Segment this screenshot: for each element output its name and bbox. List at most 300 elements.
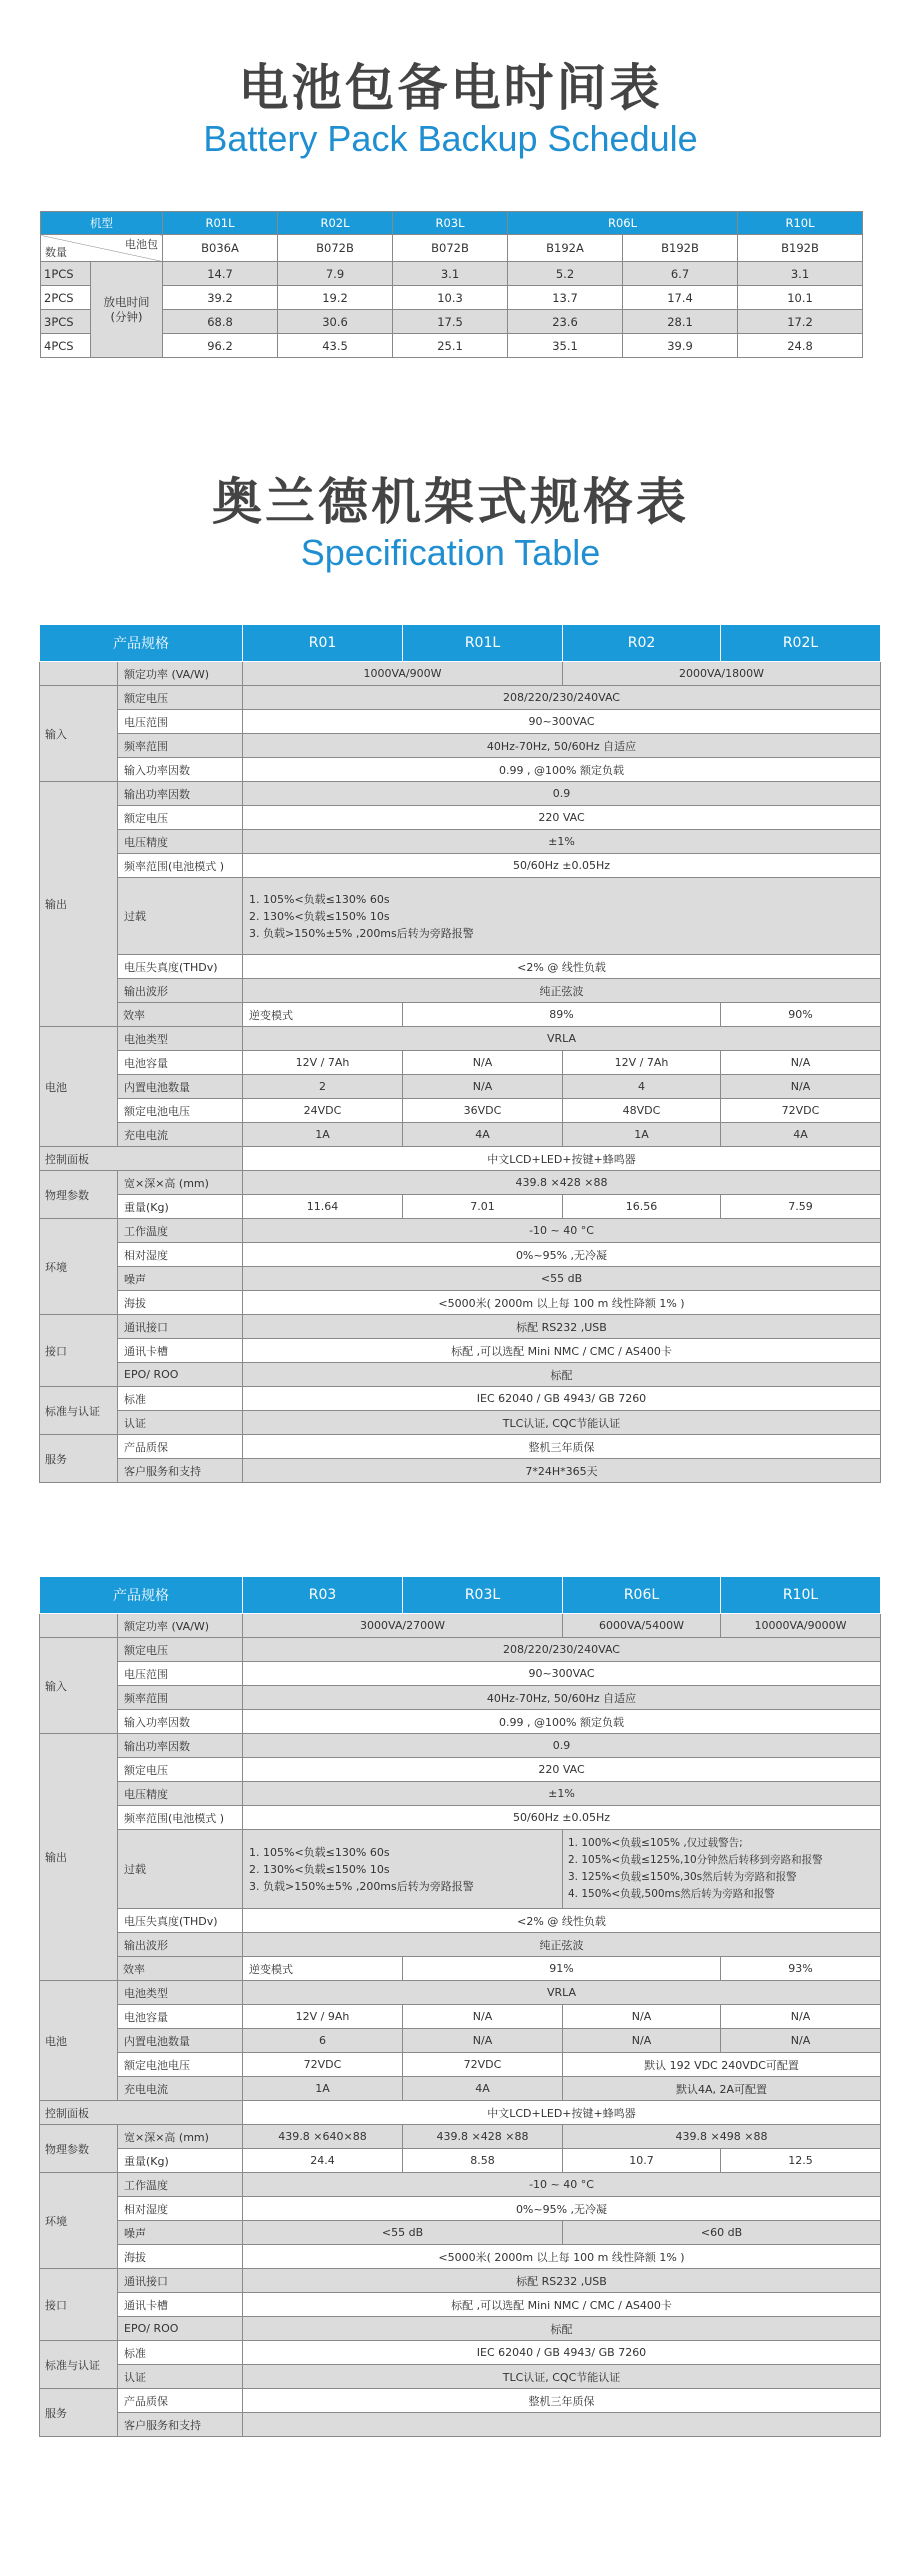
row-label: 电池容量	[118, 1051, 243, 1075]
table-cell: 7.01	[403, 1195, 563, 1219]
row-label: 海拔	[118, 2245, 243, 2269]
table-cell: 4A	[403, 1123, 563, 1147]
header-cell: R03L	[403, 1577, 563, 1614]
table-cell: 89%	[403, 1003, 721, 1027]
table-cell: 93%	[721, 1957, 881, 1981]
table-cell: 14.7	[163, 262, 278, 286]
table-row	[40, 806, 881, 830]
table-cell: 96.2	[163, 334, 278, 358]
table-row	[40, 1806, 881, 1830]
table-cell: 默认 192 VDC 240VDC可配置	[563, 2053, 881, 2077]
table-cell: 439.8 ×428 ×88	[403, 2125, 563, 2149]
table-row	[40, 1075, 881, 1099]
table-cell: 10000VA/9000W	[721, 1614, 881, 1638]
table-cell: N/A	[721, 2029, 881, 2053]
table-header-row	[40, 1577, 881, 1614]
row-label: 工作温度	[118, 1219, 243, 1243]
header-product-spec: 产品规格	[40, 1577, 243, 1614]
category-interface: 接口	[40, 2269, 118, 2341]
table-cell: 默认4A, 2A可配置	[563, 2077, 881, 2101]
table-row	[40, 1411, 881, 1435]
table-cell: IEC 62040 / GB 4943/ GB 7260	[243, 2341, 881, 2365]
table-cell: 30.6	[278, 310, 393, 334]
row-label: 标准	[118, 2341, 243, 2365]
qty-cell: 4PCS	[41, 334, 91, 358]
table-row	[41, 286, 863, 310]
row-label: 额定电池电压	[118, 2053, 243, 2077]
table-row	[40, 878, 881, 955]
table-cell: 10.7	[563, 2149, 721, 2173]
row-label: 频率范围(电池模式 )	[118, 854, 243, 878]
table-cell: 4	[563, 1075, 721, 1099]
row-label: 通讯卡槽	[118, 1339, 243, 1363]
header-cell: R10L	[721, 1577, 881, 1614]
table-row	[40, 1981, 881, 2005]
table-cell: 0.9	[243, 1734, 881, 1758]
table-row	[40, 979, 881, 1003]
table-row	[40, 1051, 881, 1075]
table-cell: 1A	[243, 1123, 403, 1147]
table-cell: 0.99 , @100% 额定负载	[243, 1710, 881, 1734]
table-cell: 90~300VAC	[243, 710, 881, 734]
qty-cell: 1PCS	[41, 262, 91, 286]
header-product-spec: 产品规格	[40, 625, 243, 662]
table-cell: <2% @ 线性负载	[243, 1909, 881, 1933]
table-cell: 12V / 7Ah	[563, 1051, 721, 1075]
table-row	[40, 2029, 881, 2053]
table-cell: N/A	[403, 2029, 563, 2053]
row-label: 电压失真度(THDv)	[118, 955, 243, 979]
category-panel: 控制面板	[40, 2101, 243, 2125]
row-label: 重量(Kg)	[118, 1195, 243, 1219]
table-cell: 439.8 ×498 ×88	[563, 2125, 881, 2149]
table-row	[40, 2413, 881, 2437]
row-label: 认证	[118, 1411, 243, 1435]
row-label: 频率范围(电池模式 )	[118, 1806, 243, 1830]
table-cell: 标配	[243, 2317, 881, 2341]
table-cell: 12V / 7Ah	[243, 1051, 403, 1075]
table-row	[40, 1363, 881, 1387]
table-row	[40, 1099, 881, 1123]
row-label: 通讯接口	[118, 2269, 243, 2293]
table-row	[40, 2149, 881, 2173]
table-cell: 72VDC	[403, 2053, 563, 2077]
table-cell: 16.56	[563, 1195, 721, 1219]
table-cell: B036A	[163, 235, 278, 262]
table-cell: 24.8	[738, 334, 863, 358]
overload-cell: 1. 100%<负载≤105% ,仅过载警告; 2. 105%<负载≤125%,10分钟然后转移到旁路和报警 3. 125%<负载≤150%,30s然后转为旁路和报警 4. 150%<负载,500ms然后转为旁路和报警	[563, 1830, 881, 1909]
table-cell: 纯正弦波	[243, 979, 881, 1003]
battery-title-en: Battery Pack Backup Schedule	[203, 118, 698, 159]
table-cell: 标配 RS232 ,USB	[243, 1315, 881, 1339]
table-row	[40, 686, 881, 710]
diagonal-header-cell	[41, 235, 163, 262]
table-cell: 2	[243, 1075, 403, 1099]
table-cell: <5000米( 2000m 以上每 100 m 线性降额 1% )	[243, 1291, 881, 1315]
table-row	[40, 1830, 881, 1909]
table-cell: 39.2	[163, 286, 278, 310]
row-label: 电压范围	[118, 1662, 243, 1686]
table-row	[40, 1171, 881, 1195]
overload-cell: 1. 105%<负载≤130% 60s 2. 130%<负载≤150% 10s 3. 负载>150%±5% ,200ms后转为旁路报警	[243, 878, 881, 955]
category-physical: 物理参数	[40, 1171, 118, 1219]
row-label: 宽×深×高 (mm)	[118, 1171, 243, 1195]
table-cell: 纯正弦波	[243, 1933, 881, 1957]
row-label: 逆变模式	[243, 1003, 403, 1027]
table-row	[40, 2221, 881, 2245]
table-cell: ±1%	[243, 1782, 881, 1806]
table-cell: 0%~95% ,无冷凝	[243, 1243, 881, 1267]
table-cell: -10 ~ 40 °C	[243, 1219, 881, 1243]
header-cell: R03	[243, 1577, 403, 1614]
row-label: 电压范围	[118, 710, 243, 734]
table-cell: 35.1	[508, 334, 623, 358]
table-cell: 整机三年质保	[243, 2389, 881, 2413]
row-label: 过载	[118, 878, 243, 955]
table-row	[40, 1291, 881, 1315]
row-label: 相对湿度	[118, 1243, 243, 1267]
row-label: 噪声	[118, 2221, 243, 2245]
table-row	[40, 1758, 881, 1782]
table-cell: B072B	[278, 235, 393, 262]
table-cell: 标配	[243, 1363, 881, 1387]
table-cell: B072B	[393, 235, 508, 262]
row-label: 额定功率 (VA/W)	[118, 1614, 243, 1638]
table-cell: 7.59	[721, 1195, 881, 1219]
row-label: 海拔	[118, 1291, 243, 1315]
table-header-row	[41, 212, 863, 235]
table-cell: 0.9	[243, 782, 881, 806]
table-row	[40, 1003, 881, 1027]
row-label: 额定电压	[118, 1758, 243, 1782]
table-row	[40, 734, 881, 758]
table-cell: N/A	[563, 2005, 721, 2029]
table-cell: N/A	[403, 1075, 563, 1099]
table-cell: 48VDC	[563, 1099, 721, 1123]
table-cell: 6.7	[623, 262, 738, 286]
table-cell: 整机三年质保	[243, 1435, 881, 1459]
header-model: 机型	[41, 212, 163, 235]
table-cell: 1A	[563, 1123, 721, 1147]
table-cell: 6000VA/5400W	[563, 1614, 721, 1638]
row-label: 相对湿度	[118, 2197, 243, 2221]
spec-table-2	[39, 1576, 881, 2437]
category-environment: 环境	[40, 2173, 118, 2269]
table-cell: 208/220/230/240VAC	[243, 1638, 881, 1662]
table-cell: 91%	[403, 1957, 721, 1981]
table-cell: 3000VA/2700W	[243, 1614, 563, 1638]
row-label: 额定电压	[118, 686, 243, 710]
table-row	[40, 782, 881, 806]
table-cell: IEC 62040 / GB 4943/ GB 7260	[243, 1387, 881, 1411]
table-cell: N/A	[403, 2005, 563, 2029]
table-row	[40, 758, 881, 782]
table-cell: 50/60Hz ±0.05Hz	[243, 854, 881, 878]
table-cell: VRLA	[243, 1981, 881, 2005]
table-row	[40, 2005, 881, 2029]
table-row	[40, 2101, 881, 2125]
header-cell: R02	[563, 625, 721, 662]
table-cell: 0%~95% ,无冷凝	[243, 2197, 881, 2221]
table-cell: 4A	[721, 1123, 881, 1147]
table-row	[40, 1147, 881, 1171]
table-row	[41, 334, 863, 358]
table-cell: 10.1	[738, 286, 863, 310]
spec-title-en: Specification Table	[300, 532, 601, 573]
row-label: 认证	[118, 2365, 243, 2389]
table-cell: N/A	[721, 2005, 881, 2029]
row-label: 标准	[118, 1387, 243, 1411]
category-battery: 电池	[40, 1981, 118, 2101]
table-cell: 1A	[243, 2077, 403, 2101]
row-label: 输出功率因数	[118, 1734, 243, 1758]
table-cell: B192B	[623, 235, 738, 262]
table-cell: 208/220/230/240VAC	[243, 686, 881, 710]
table-row	[41, 235, 863, 262]
table-cell: -10 ~ 40 °C	[243, 2173, 881, 2197]
table-cell: 6	[243, 2029, 403, 2053]
qty-label: 数量	[45, 246, 67, 259]
table-cell: VRLA	[243, 1027, 881, 1051]
table-cell: 5.2	[508, 262, 623, 286]
table-cell: 90~300VAC	[243, 1662, 881, 1686]
row-label: 频率范围	[118, 1686, 243, 1710]
table-cell: 24VDC	[243, 1099, 403, 1123]
table-row	[40, 1734, 881, 1758]
table-row	[40, 1662, 881, 1686]
table-row	[40, 1315, 881, 1339]
table-cell: 40Hz-70Hz, 50/60Hz 自适应	[243, 1686, 881, 1710]
table-cell: 28.1	[623, 310, 738, 334]
table-row	[40, 1195, 881, 1219]
table-cell: N/A	[721, 1051, 881, 1075]
row-label: 电池类型	[118, 1981, 243, 2005]
table-row	[40, 1027, 881, 1051]
category-efficiency: 效率	[118, 1957, 243, 1981]
category-input: 输入	[40, 1638, 118, 1734]
table-cell: 中文LCD+LED+按键+蜂鸣器	[243, 1147, 881, 1171]
table-cell: 10.3	[393, 286, 508, 310]
row-label: 逆变模式	[243, 1957, 403, 1981]
table-row	[40, 955, 881, 979]
table-cell: 439.8 ×428 ×88	[243, 1171, 881, 1195]
category-standards: 标准与认证	[40, 1387, 118, 1435]
table-cell: 4A	[403, 2077, 563, 2101]
header-cell: R01	[243, 625, 403, 662]
table-row	[40, 1710, 881, 1734]
table-row	[40, 2365, 881, 2389]
row-label: 电池类型	[118, 1027, 243, 1051]
table-row	[40, 1267, 881, 1291]
table-cell: 50/60Hz ±0.05Hz	[243, 1806, 881, 1830]
row-label: 输入功率因数	[118, 1710, 243, 1734]
table-cell: <5000米( 2000m 以上每 100 m 线性降额 1% )	[243, 2245, 881, 2269]
table-cell: 3.1	[393, 262, 508, 286]
row-label: 电压精度	[118, 830, 243, 854]
table-row	[40, 710, 881, 734]
table-row	[40, 662, 881, 686]
header-cell: R10L	[738, 212, 863, 235]
table-cell: <2% @ 线性负载	[243, 955, 881, 979]
row-label: 电压精度	[118, 1782, 243, 1806]
row-label: 产品质保	[118, 2389, 243, 2413]
category-service: 服务	[40, 1435, 118, 1483]
table-row	[40, 2077, 881, 2101]
table-row	[41, 310, 863, 334]
table-cell: 72VDC	[721, 1099, 881, 1123]
table-row	[40, 2389, 881, 2413]
table-cell: 19.2	[278, 286, 393, 310]
table-row	[40, 1219, 881, 1243]
table-cell: 8.58	[403, 2149, 563, 2173]
row-label: 内置电池数量	[118, 1075, 243, 1099]
table-cell: 7.9	[278, 262, 393, 286]
table-row	[40, 2197, 881, 2221]
table-cell: 标配 RS232 ,USB	[243, 2269, 881, 2293]
battery-title-cn: 电池包备电时间表	[238, 58, 663, 117]
row-label: 客户服务和支持	[118, 1459, 243, 1483]
table-row	[40, 830, 881, 854]
table-cell: 40Hz-70Hz, 50/60Hz 自适应	[243, 734, 881, 758]
row-label: 额定电压	[118, 806, 243, 830]
table-row	[40, 1387, 881, 1411]
table-cell: 标配 ,可以选配 Mini NMC / CMC / AS400卡	[243, 1339, 881, 1363]
row-label: 产品质保	[118, 1435, 243, 1459]
qty-cell: 2PCS	[41, 286, 91, 310]
header-cell: R06L	[563, 1577, 721, 1614]
table-cell: 43.5	[278, 334, 393, 358]
row-label: 额定电池电压	[118, 1099, 243, 1123]
category-environment: 环境	[40, 1219, 118, 1315]
row-label: 输出波形	[118, 979, 243, 1003]
table-row	[40, 1933, 881, 1957]
table-cell: 2000VA/1800W	[563, 662, 881, 686]
row-label: 输出功率因数	[118, 782, 243, 806]
table-row	[40, 2173, 881, 2197]
table-cell: 13.7	[508, 286, 623, 310]
table-cell: N/A	[403, 1051, 563, 1075]
table-row	[40, 2053, 881, 2077]
row-label: 客户服务和支持	[118, 2413, 243, 2437]
header-cell: R01L	[403, 625, 563, 662]
table-cell: 3.1	[738, 262, 863, 286]
table-cell: <55 dB	[243, 2221, 563, 2245]
category-standards: 标准与认证	[40, 2341, 118, 2389]
table-row	[40, 854, 881, 878]
table-row	[40, 2269, 881, 2293]
row-label: 过载	[118, 1830, 243, 1909]
table-cell: 220 VAC	[243, 1758, 881, 1782]
table-cell: <60 dB	[563, 2221, 881, 2245]
row-label: 通讯接口	[118, 1315, 243, 1339]
table-cell: 中文LCD+LED+按键+蜂鸣器	[243, 2101, 881, 2125]
table-cell: B192A	[508, 235, 623, 262]
header-cell: R02L	[278, 212, 393, 235]
row-label: 噪声	[118, 1267, 243, 1291]
row-label: EPO/ ROO	[118, 1363, 243, 1387]
table-cell: 68.8	[163, 310, 278, 334]
category-efficiency: 效率	[118, 1003, 243, 1027]
table-cell: 90%	[721, 1003, 881, 1027]
table-row	[40, 1459, 881, 1483]
table-row	[40, 1957, 881, 1981]
row-label: 宽×深×高 (mm)	[118, 2125, 243, 2149]
table-cell: 标配 ,可以选配 Mini NMC / CMC / AS400卡	[243, 2293, 881, 2317]
table-cell: 12V / 9Ah	[243, 2005, 403, 2029]
table-cell: 11.64	[243, 1195, 403, 1219]
spec-title-cn: 奥兰德机架式规格表	[212, 472, 689, 531]
table-cell: 7*24H*365天	[243, 1459, 881, 1483]
table-cell: B192B	[738, 235, 863, 262]
category-physical: 物理参数	[40, 2125, 118, 2173]
table-cell: <55 dB	[243, 1267, 881, 1291]
table-cell: 36VDC	[403, 1099, 563, 1123]
table-cell: 17.2	[738, 310, 863, 334]
table-row	[40, 1638, 881, 1662]
battery-pack-label: 电池包	[125, 238, 158, 251]
table-cell: 25.1	[393, 334, 508, 358]
table-cell: 39.9	[623, 334, 738, 358]
table-row	[40, 1614, 881, 1638]
row-label: 工作温度	[118, 2173, 243, 2197]
spec-table-1	[39, 624, 881, 1483]
table-cell: 220 VAC	[243, 806, 881, 830]
table-cell: 24.4	[243, 2149, 403, 2173]
table-cell: N/A	[563, 2029, 721, 2053]
category-interface: 接口	[40, 1315, 118, 1387]
table-header-row	[40, 625, 881, 662]
row-label: 充电电流	[118, 1123, 243, 1147]
table-row	[40, 1339, 881, 1363]
row-label: 重量(Kg)	[118, 2149, 243, 2173]
table-cell: 439.8 ×640×88	[243, 2125, 403, 2149]
table-row	[40, 1782, 881, 1806]
row-label: 充电电流	[118, 2077, 243, 2101]
category-input: 输入	[40, 686, 118, 782]
battery-backup-table	[40, 211, 863, 358]
category-output: 输出	[40, 782, 118, 1027]
table-row	[40, 1435, 881, 1459]
table-row	[40, 1243, 881, 1267]
table-cell: 17.4	[623, 286, 738, 310]
table-cell: N/A	[721, 1075, 881, 1099]
row-label: 额定功率 (VA/W)	[118, 662, 243, 686]
table-row	[40, 2317, 881, 2341]
header-cell: R03L	[393, 212, 508, 235]
table-cell	[243, 2413, 881, 2437]
table-row	[41, 262, 863, 286]
row-label: EPO/ ROO	[118, 2317, 243, 2341]
header-cell: R02L	[721, 625, 881, 662]
table-row	[40, 2293, 881, 2317]
table-cell: 12.5	[721, 2149, 881, 2173]
row-label: 通讯卡槽	[118, 2293, 243, 2317]
qty-cell: 3PCS	[41, 310, 91, 334]
row-label: 输出波形	[118, 1933, 243, 1957]
table-cell: 72VDC	[243, 2053, 403, 2077]
table-row	[40, 2341, 881, 2365]
table-cell: 17.5	[393, 310, 508, 334]
category-battery: 电池	[40, 1027, 118, 1147]
table-row	[40, 1909, 881, 1933]
table-cell: 23.6	[508, 310, 623, 334]
table-cell: 0.99 , @100% 额定负载	[243, 758, 881, 782]
row-label: 输入功率因数	[118, 758, 243, 782]
backup-time-label: 放电时间 (分钟)	[91, 262, 163, 358]
category-service: 服务	[40, 2389, 118, 2437]
row-label: 电压失真度(THDv)	[118, 1909, 243, 1933]
header-cell: R01L	[163, 212, 278, 235]
